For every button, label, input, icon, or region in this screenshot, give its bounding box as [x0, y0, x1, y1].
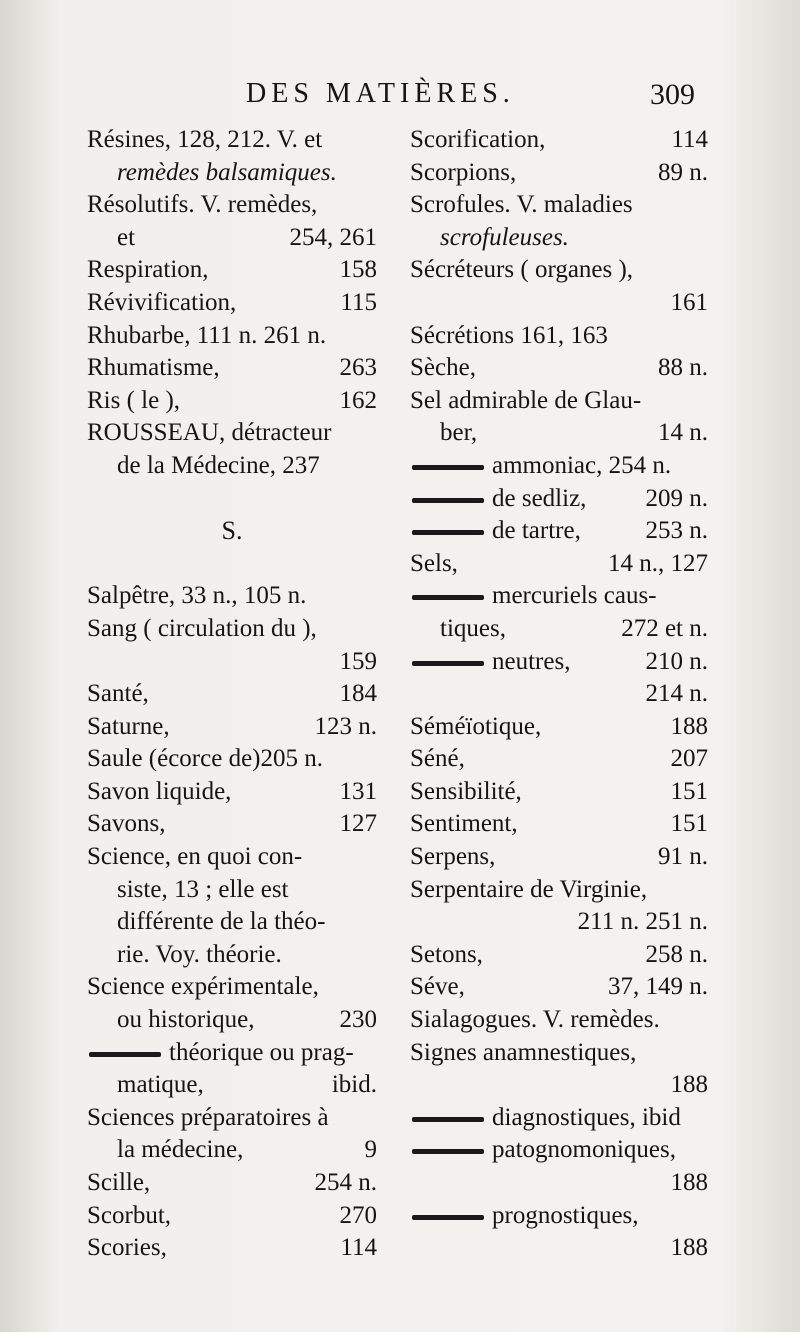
- index-entry: [87, 580, 377, 613]
- entry-page-ref: 151: [670, 777, 708, 805]
- entry-term: remèdes balsamiques.: [117, 158, 337, 186]
- index-entry: [410, 515, 708, 548]
- header-title: DES MATIÈRES.: [246, 78, 515, 109]
- entry-term: Sel admirable de Glau-: [410, 386, 642, 414]
- entry-term: prognostiques,: [492, 1201, 639, 1229]
- entry-page-ref: 114: [340, 1234, 377, 1262]
- repeat-rule: [412, 1149, 484, 1154]
- entry-page-ref: 211 n. 251 n.: [577, 908, 708, 936]
- entry-page-ref: 230: [339, 1006, 377, 1034]
- entry-page-ref: 254 n.: [314, 1169, 377, 1196]
- entry-term: Séve,: [410, 973, 465, 1001]
- entry-term: Sciences préparatoires à: [87, 1103, 329, 1131]
- entry-term: Salpêtre, 33 n., 105 n.: [87, 582, 307, 610]
- index-entry: [410, 385, 708, 418]
- entry-term: Serpens,: [410, 843, 496, 871]
- entry-term: Savons,: [87, 810, 166, 838]
- index-entry: [410, 1167, 708, 1200]
- entry-term: Sels,: [410, 549, 458, 577]
- index-column-right: [410, 124, 708, 1265]
- index-entry: [87, 776, 377, 809]
- entry-term: scrofuleuses.: [440, 223, 569, 251]
- index-entry: [410, 971, 708, 1004]
- index-entry: [87, 613, 377, 646]
- entry-term: ROUSSEAU, détracteur: [87, 419, 332, 447]
- index-entry: [410, 678, 708, 711]
- index-entry: [87, 971, 377, 1004]
- entry-page-ref: 254, 261: [289, 223, 377, 251]
- entry-page-ref: 159: [339, 647, 377, 675]
- index-entry: [87, 548, 377, 581]
- entry-term: Sang ( circulation du ),: [87, 614, 317, 642]
- index-entry: [87, 906, 377, 939]
- entry-term: neutres,: [492, 647, 571, 675]
- entry-term: Ris ( le ),: [87, 386, 181, 414]
- entry-page-ref: 188: [670, 1071, 708, 1099]
- running-header: [0, 78, 800, 118]
- index-entry: [410, 1134, 708, 1167]
- index-entry: [410, 841, 708, 874]
- entry-page-ref: 270: [339, 1201, 377, 1229]
- entry-term: de sedliz,: [492, 484, 587, 512]
- entry-page-ref: 151: [670, 810, 708, 838]
- repeat-rule: [412, 498, 484, 503]
- entry-term: tiques,: [440, 614, 506, 642]
- index-entry: [87, 254, 377, 287]
- entry-page-ref: 210 n.: [645, 647, 708, 675]
- entry-term: Séné,: [410, 745, 465, 773]
- repeat-rule: [412, 465, 484, 470]
- index-entry: [87, 1167, 377, 1200]
- entry-page-ref: 14 n.: [658, 419, 708, 447]
- index-entry: [410, 646, 708, 679]
- entry-term: Savon liquide,: [87, 777, 232, 805]
- entry-term: Sécrétions 161, 163: [410, 321, 608, 349]
- entry-term: siste, 13 ; elle est: [117, 875, 289, 903]
- index-entry: [410, 417, 708, 450]
- entry-term: diagnostiques, ibid: [492, 1103, 681, 1131]
- repeat-rule: [412, 661, 484, 666]
- index-entry: [410, 808, 708, 841]
- entry-term: Santé,: [87, 680, 149, 708]
- entry-page-ref: 114: [671, 126, 708, 153]
- index-entry: [410, 711, 708, 744]
- entry-term: Saturne,: [87, 712, 170, 740]
- index-entry: [87, 808, 377, 841]
- entry-page-ref: 188: [670, 1169, 708, 1196]
- index-entry: [410, 189, 708, 222]
- index-entry: [87, 678, 377, 711]
- entry-term: matique,: [117, 1071, 204, 1099]
- entry-term: de tartre,: [492, 517, 581, 545]
- index-entry: [410, 320, 708, 353]
- entry-page-ref: 37, 149 n.: [608, 973, 708, 1001]
- index-entry: [410, 483, 708, 516]
- index-entry: [410, 874, 708, 907]
- index-entry: [410, 906, 708, 939]
- entry-term: Scories,: [87, 1234, 167, 1262]
- index-entry: [87, 874, 377, 907]
- entry-term: Rhumatisme,: [87, 354, 220, 382]
- index-entry: [87, 1134, 377, 1167]
- index-entry: [87, 711, 377, 744]
- entry-term: et: [117, 223, 136, 251]
- entry-page-ref: 89 n.: [658, 158, 708, 186]
- entry-term: Serpentaire de Virginie,: [410, 875, 648, 903]
- entry-page-ref: 258 n.: [645, 940, 708, 968]
- entry-page-ref: 131: [339, 777, 377, 805]
- entry-term: Science expérimentale,: [87, 973, 319, 1001]
- entry-term: ou historique,: [117, 1006, 255, 1034]
- entry-term: de la Médecine, 237: [117, 451, 320, 479]
- repeat-rule: [412, 1117, 484, 1122]
- entry-term: Scille,: [87, 1169, 151, 1196]
- index-entry: [87, 515, 377, 548]
- entry-page-ref: 272 et n.: [621, 614, 708, 642]
- index-entry: [87, 1102, 377, 1135]
- entry-term: Saule (écorce de)205 n.: [87, 745, 323, 773]
- index-entry: [87, 124, 377, 157]
- index-entry: [410, 254, 708, 287]
- index-entry: [87, 646, 377, 679]
- index-entry: [87, 287, 377, 320]
- entry-term: mercuriels caus-: [492, 582, 657, 610]
- index-entry: [87, 1037, 377, 1070]
- index-entry: [410, 776, 708, 809]
- entry-term: théorique ou prag-: [169, 1038, 354, 1066]
- entry-page-ref: 14 n., 127: [608, 549, 708, 577]
- index-entry: [87, 450, 377, 483]
- repeat-rule: [412, 595, 484, 600]
- index-entry: [410, 548, 708, 581]
- entry-term: Révivification,: [87, 288, 237, 316]
- entry-term: Scorbut,: [87, 1201, 172, 1229]
- index-entry: [410, 124, 708, 157]
- index-entry: [87, 1004, 377, 1037]
- index-entry: [410, 157, 708, 190]
- entry-term: Résolutifs. V. remèdes,: [87, 191, 318, 219]
- entry-term: Sécréteurs ( organes ),: [410, 256, 634, 284]
- entry-page-ref: 184: [339, 680, 377, 708]
- index-entry: [410, 1232, 708, 1265]
- entry-page-ref: 253 n.: [645, 517, 708, 545]
- entry-term: Respiration,: [87, 256, 209, 284]
- entry-page-ref: 263: [339, 354, 377, 382]
- index-entry: [410, 352, 708, 385]
- entry-term: Séméïotique,: [410, 712, 542, 740]
- repeat-rule: [412, 1215, 484, 1220]
- entry-term: ber,: [440, 419, 478, 447]
- index-entry: [87, 939, 377, 972]
- index-entry: [410, 450, 708, 483]
- entry-page-ref: 91 n.: [658, 843, 708, 871]
- entry-page-ref: 214 n.: [645, 680, 708, 708]
- index-entry: [87, 385, 377, 418]
- index-entry: [410, 1102, 708, 1135]
- repeat-rule: [89, 1052, 161, 1057]
- index-entry: [410, 1004, 708, 1037]
- index-entry: [410, 613, 708, 646]
- page-number: 309: [650, 78, 695, 111]
- entry-page-ref: 209 n.: [645, 484, 708, 512]
- index-entry: [87, 1200, 377, 1233]
- entry-term: Scorification,: [410, 126, 546, 153]
- index-entry: [87, 743, 377, 776]
- entry-term: Sèche,: [410, 354, 476, 382]
- entry-term: différente de la théo-: [117, 908, 326, 936]
- entry-page-ref: 115: [340, 288, 377, 316]
- index-entry: [410, 1200, 708, 1233]
- entry-term: patognomoniques,: [492, 1136, 677, 1164]
- index-entry: [410, 222, 708, 255]
- entry-term: Sentiment,: [410, 810, 518, 838]
- entry-page-ref: 9: [364, 1136, 377, 1164]
- entry-page-ref: 207: [670, 745, 708, 773]
- repeat-rule: [412, 530, 484, 535]
- entry-term: Scorpions,: [410, 158, 517, 186]
- index-entry: [87, 189, 377, 222]
- entry-page-ref: ibid.: [331, 1071, 377, 1099]
- entry-term: Sialagogues. V. remèdes.: [410, 1006, 660, 1034]
- index-entry: [87, 222, 377, 255]
- entry-page-ref: 158: [339, 256, 377, 284]
- entry-term: Sensibilité,: [410, 777, 522, 805]
- entry-page-ref: 162: [339, 386, 377, 414]
- entry-term: ammoniac, 254 n.: [492, 451, 672, 479]
- index-entry: [410, 743, 708, 776]
- index-entry: [410, 1037, 708, 1070]
- index-column-left: [87, 124, 377, 1265]
- index-entry: [87, 352, 377, 385]
- entry-term: rie. Voy. théorie.: [117, 940, 282, 968]
- index-entry: [87, 1069, 377, 1102]
- entry-page-ref: 188: [670, 712, 708, 740]
- index-entry: [87, 157, 377, 190]
- entry-page-ref: 88 n.: [658, 354, 708, 382]
- entry-term: Science, en quoi con-: [87, 843, 303, 871]
- index-entry: [410, 287, 708, 320]
- index-entry: [410, 939, 708, 972]
- index-entry: [87, 841, 377, 874]
- index-entry: [87, 320, 377, 353]
- entry-term: la médecine,: [117, 1136, 244, 1164]
- entry-term: Résines, 128, 212. V. et: [87, 126, 323, 153]
- index-entry: [410, 580, 708, 613]
- section-letter: S.: [221, 516, 243, 546]
- entry-page-ref: 161: [670, 288, 708, 316]
- entry-page-ref: 127: [339, 810, 377, 838]
- index-entry: [87, 1232, 377, 1265]
- entry-term: Setons,: [410, 940, 483, 968]
- entry-term: Rhubarbe, 111 n. 261 n.: [87, 321, 327, 349]
- entry-page-ref: 123 n.: [314, 712, 377, 740]
- entry-page-ref: 188: [670, 1234, 708, 1262]
- entry-term: Scrofules. V. maladies: [410, 191, 633, 219]
- index-entry: [87, 417, 377, 450]
- index-entry: [410, 1069, 708, 1102]
- index-entry: [87, 483, 377, 516]
- entry-term: Signes anamnestiques,: [410, 1038, 637, 1066]
